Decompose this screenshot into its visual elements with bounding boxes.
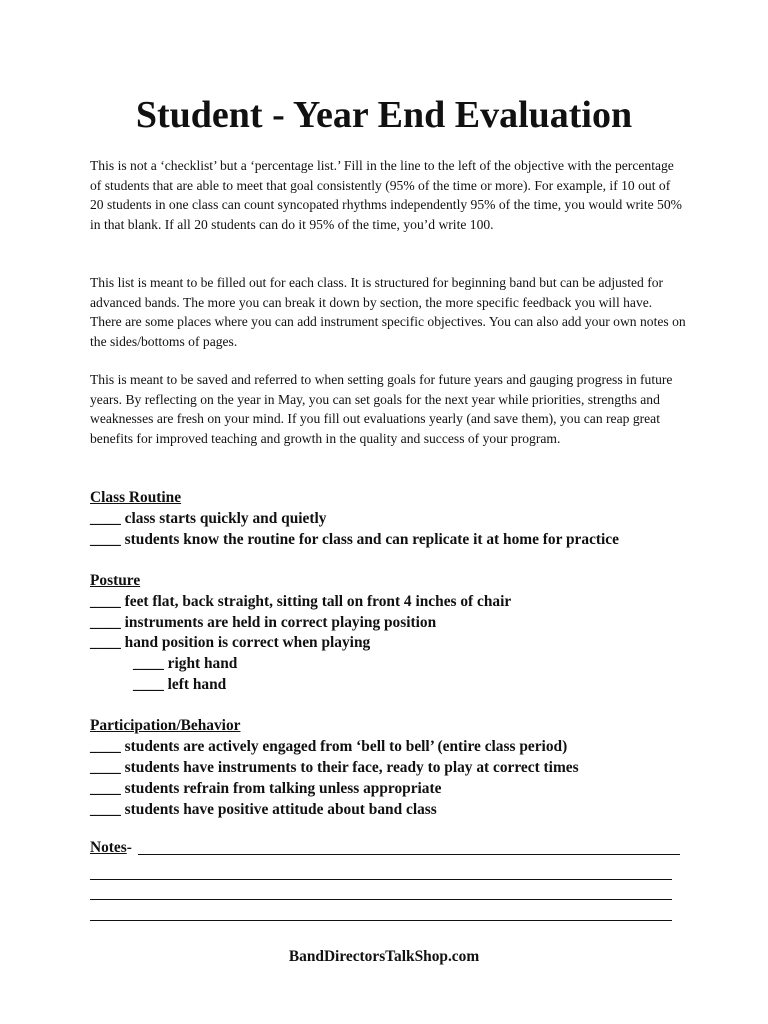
notes-write-line[interactable] xyxy=(90,880,672,901)
checklist-item[interactable] xyxy=(90,592,690,613)
notes-area xyxy=(90,838,680,921)
objective-text: students know the routine for class and can replicate it at home for practice xyxy=(124,530,619,548)
objective-text: right hand xyxy=(167,655,238,673)
section-heading: Participation/Behavior xyxy=(90,717,241,735)
checklist-subitem[interactable] xyxy=(90,654,690,675)
checklist-item[interactable] xyxy=(90,737,690,758)
checklist xyxy=(90,488,690,841)
intro-paragraph-3: This is meant to be saved and referred to when setting goals for future years and gauging progress in future years. By reflecting on the year in May, you can set goals for the next year while priorities, strengths and weaknesses are fresh on your mind. If you fill out evaluations yearly (and save them), you can reap great benefits for improved teaching and growth in the quality and success of your program. xyxy=(90,372,673,446)
notes-write-line[interactable] xyxy=(90,859,672,880)
objective-text: students are actively engaged from ‘bell to bell’ (entire class period) xyxy=(124,738,568,756)
section-participation-behavior xyxy=(90,716,690,820)
objective-text: feet flat, back straight, sitting tall on front 4 inches of chair xyxy=(124,592,512,610)
checklist-item[interactable] xyxy=(90,758,690,779)
percentage-blank[interactable]: ____ xyxy=(90,592,121,610)
checklist-item[interactable] xyxy=(90,530,690,551)
checklist-subitem[interactable] xyxy=(90,675,690,696)
section-heading: Posture xyxy=(90,571,141,589)
percentage-blank[interactable]: ____ xyxy=(90,509,121,527)
percentage-blank[interactable]: ____ xyxy=(90,634,121,652)
objective-text: students refrain from talking unless appropriate xyxy=(124,779,442,797)
percentage-blank[interactable]: ____ xyxy=(90,738,121,756)
objective-text: students have positive attitude about band class xyxy=(124,800,437,818)
percentage-blank[interactable]: ____ xyxy=(90,800,121,818)
section-class-routine xyxy=(90,488,690,550)
intro-paragraph-2: This list is meant to be filled out for each class. It is structured for beginning band but can be adjusted for advanced bands. The more you can break it down by section, the more specific feedback you will have. There are some places where you can add instrument specific objectives. You can also add your own notes on the sides/bottoms of pages. xyxy=(90,275,686,349)
percentage-blank[interactable]: ____ xyxy=(90,779,121,797)
notes-label: Notes xyxy=(90,839,127,856)
percentage-blank[interactable]: ____ xyxy=(133,675,164,693)
objective-text: hand position is correct when playing xyxy=(124,634,371,652)
percentage-blank[interactable]: ____ xyxy=(90,613,121,631)
percentage-blank[interactable]: ____ xyxy=(90,530,121,548)
footer-site-name: BandDirectorsTalkShop.com xyxy=(288,948,480,965)
notes-separator: - xyxy=(126,839,132,856)
percentage-blank[interactable]: ____ xyxy=(133,655,164,673)
checklist-item[interactable] xyxy=(90,613,690,634)
checklist-item[interactable] xyxy=(90,779,690,800)
objective-text: class starts quickly and quietly xyxy=(124,509,327,527)
objective-text: left hand xyxy=(167,675,227,693)
percentage-blank[interactable]: ____ xyxy=(90,758,121,776)
checklist-item[interactable] xyxy=(90,800,690,821)
notes-first-line[interactable] xyxy=(90,838,680,859)
checklist-item[interactable] xyxy=(90,509,690,530)
intro-paragraph-1: This is not a ‘checklist’ but a ‘percentage list.’ Fill in the line to the left of the objective with the percentage of students that are able to meet that goal consistently (95% of the time or more). For example, if 10 out of 20 students in one class can count syncopated rhythms independently 95% of the time, you would write 50% in that blank. If all 20 students can do it 95% of the time, you’d write 100. xyxy=(90,158,682,232)
section-posture xyxy=(90,571,690,696)
objective-text: students have instruments to their face, ready to play at correct times xyxy=(124,758,579,776)
page-title: Student - Year End Evaluation xyxy=(135,94,633,136)
notes-write-line[interactable] xyxy=(90,900,672,921)
objective-text: instruments are held in correct playing position xyxy=(124,613,437,631)
section-heading: Class Routine xyxy=(90,489,182,506)
checklist-item[interactable] xyxy=(90,633,690,654)
notes-write-line[interactable] xyxy=(138,853,680,855)
